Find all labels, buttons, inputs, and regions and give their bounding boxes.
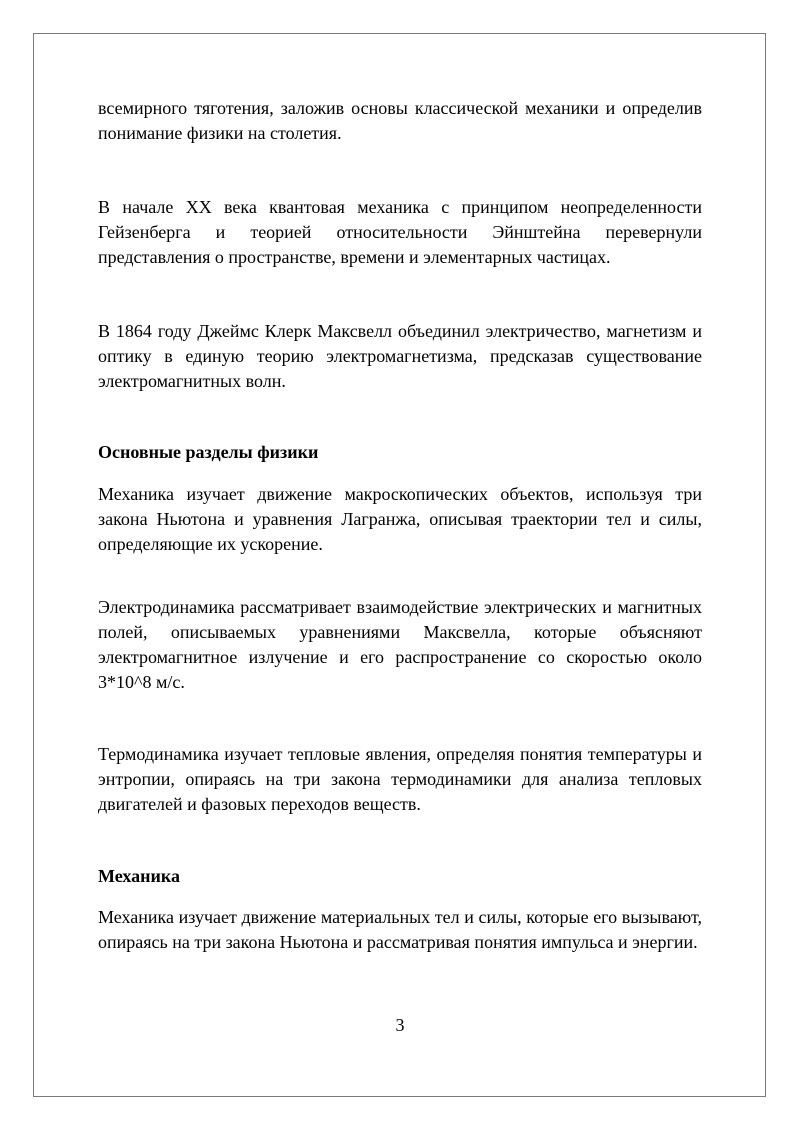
paragraph-electrodynamics: Электродинамика рассматривает взаимодействие электрических и магнитных полей, описываемых уравнениями Максвелла, которые объясняют электромагнитное излучение и его распространение со скоростью около 3*10^8 м/с.	[98, 597, 702, 692]
page-number: 3	[395, 1015, 405, 1035]
section-heading-mechanics: Механика	[98, 866, 180, 886]
paragraph-mechanics: Механика изучает движение материальных тел и силы, которые его вызывают, опираясь на три закона Ньютона и рассматривая понятия импульса и энергии.	[98, 907, 702, 952]
section-heading-main-branches: Основные разделы физики	[98, 442, 319, 462]
paragraph-thermodynamics: Термодинамика изучает тепловые явления, определяя понятия температуры и энтропии, опираясь на три закона термодинамики для анализа тепловых двигателей и фазовых переходов веществ.	[98, 744, 702, 814]
paragraph-quantum: В начале XX века квантовая механика с принципом неопределенности Гейзенберга и теорией относительности Эйнштейна перевернули представления о пространстве, времени и элементарных частицах.	[98, 197, 702, 267]
paragraph-maxwell: В 1864 году Джеймс Клерк Максвелл объединил электричество, магнетизм и оптику в единую теорию электромагнетизма, предсказав существование электромагнитных волн.	[98, 321, 702, 391]
paragraph-gravity: всемирного тяготения, заложив основы классической механики и определив понимание физики на столетия.	[98, 98, 702, 143]
paragraph-mechanics-overview: Механика изучает движение макроскопических объектов, используя три закона Ньютона и уравнения Лагранжа, описывая траектории тел и силы, определяющие их ускорение.	[98, 484, 702, 554]
